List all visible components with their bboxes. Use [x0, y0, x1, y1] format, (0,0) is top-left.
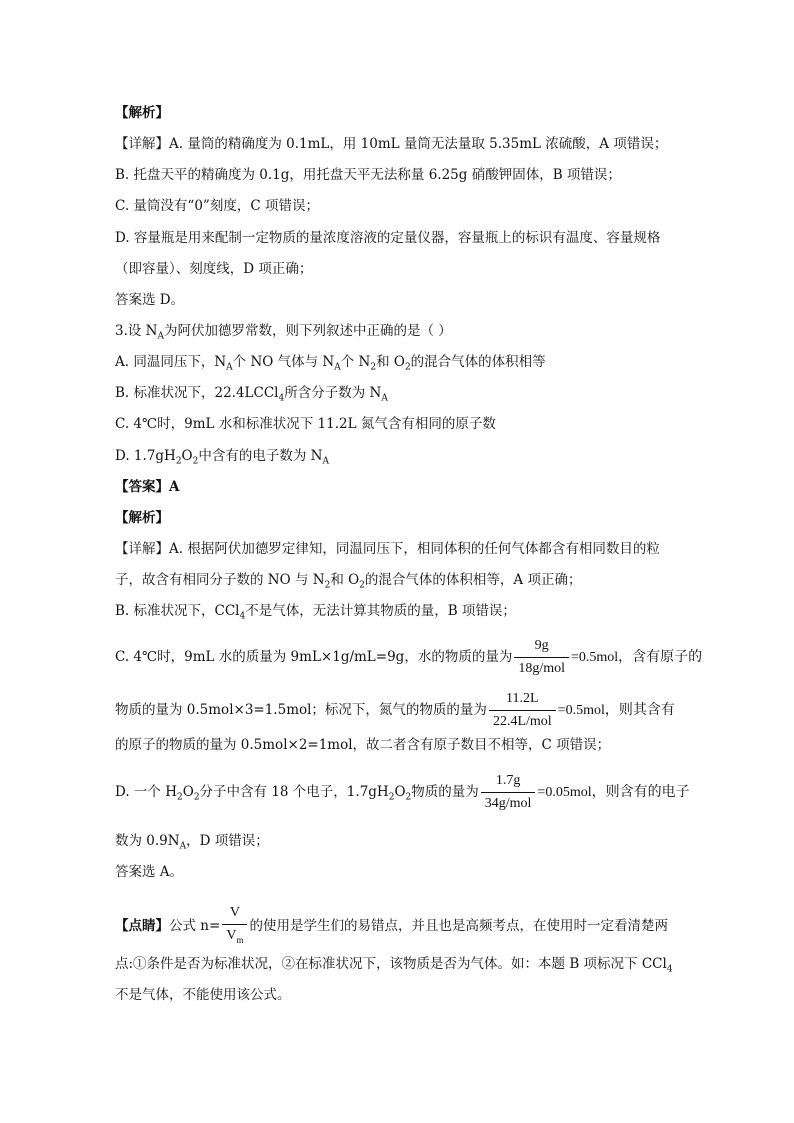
detail-line: 的原子的物质的量为 0.5mol×2=1mol，故二者含有原子数目不相等，C 项错误；	[115, 737, 611, 753]
analysis-header: 【解析】	[115, 105, 169, 121]
detail-line: （即容量）、刻度线，D 项正确；	[115, 261, 313, 277]
option-b: B. 标准状况下，22.4LCCl$_4$所含分子数为 $N_A$	[115, 385, 388, 404]
point-line: 点:①条件是否为标准状况，②在标准状况下，该物质是否为气体。如：本题 B 项标况下 CCl$_4$	[115, 956, 673, 975]
formula-fraction: $\frac{V}{V_m}$	[222, 904, 247, 949]
detail-line: 【详解】A. 量筒的精确度为 0.1mL，用 10mL 量筒无法量取 5.35mL 浓硫酸，A 项错误；	[115, 136, 668, 152]
detail-line-fraction: C. 4℃时，9mL 水的质量为 9mL×1g/mL=9g，水的物质的量为 $\frac{9g}{\text{18g/mol}}$ =0.5mol，含有原子的	[115, 638, 703, 676]
detail-line: 数为 $0.9N_A$，D 项错误；	[115, 833, 269, 852]
answer-choice: 答案选 D。	[115, 292, 185, 308]
option-d: D. $1.7gH_2O_2$中含有的电子数为 $N_A$	[115, 448, 329, 467]
detail-line: D. 容量瓶是用来配制一定物质的量浓度溶液的定量仪器，容量瓶上的标识有温度、容量规格	[115, 230, 661, 246]
detail-line-fraction: D. 一个 $H_2O_2$分子中含有 18 个电子，$1.7gH_2O_2$物质的量为 $\frac{1.7g}{\text{34g/mol}}$ =0.05mol，则含有的电子	[115, 773, 690, 811]
option-c: C. 4℃时，9mL 水和标准状况下 11.2L 氮气含有相同的原子数	[115, 416, 496, 432]
detail-line: C. 量筒没有“0”刻度，C 项错误；	[115, 198, 319, 214]
point-line: 不是气体，不能使用该公式。	[115, 987, 291, 1003]
analysis-header: 【解析】	[115, 510, 169, 526]
question-stem: 3.设 $N_A$为阿伏加德罗常数，则下列叙述中正确的是（ ）	[115, 323, 452, 342]
detail-line: B. 标准状况下，CCl$_4$不是气体，无法计算其物质的量，B 项错误；	[115, 603, 516, 622]
detail-line: B. 托盘天平的精确度为 0.1g，用托盘天平无法称量 6.25g 硝酸钾固体，B 项错误；	[115, 167, 621, 183]
point-line: 【点睛】公式 n= $\frac{V}{V_m}$ 的使用是学生们的易错点，并且也是高频考点，在使用时一定看清楚两	[115, 904, 668, 949]
detail-line-fraction: 物质的量为 0.5mol×3=1.5mol；标况下，氮气的物质的量为 $\frac{11.2L}{\text{22.4L/mol}}$ =0.5mol，则其含有	[115, 691, 675, 729]
detail-line: 子，故含有相同分子数的 NO 与 $N_2$和 $O_2$的混合气体的体积相等，A 项正确；	[115, 572, 582, 591]
fraction: $\frac{11.2L}{\text{22.4L/mol}}$	[489, 690, 556, 731]
option-a: A. 同温同压下，$N_A$个 NO 气体与 $N_A$个 $N_2$和 $O_2$的混合气体的体积相等	[115, 354, 546, 373]
answer-choice: 答案选 A。	[115, 864, 184, 880]
fraction: $\frac{1.7g}{\text{34g/mol}}$	[481, 772, 536, 813]
fraction: $\frac{9g}{\text{18g/mol}}$	[514, 637, 569, 678]
answer-header: 【答案】A	[115, 479, 180, 495]
detail-line: 【详解】A. 根据阿伏加德罗定律知，同温同压下，相同体积的任何气体都含有相同数目的粒	[115, 541, 660, 557]
